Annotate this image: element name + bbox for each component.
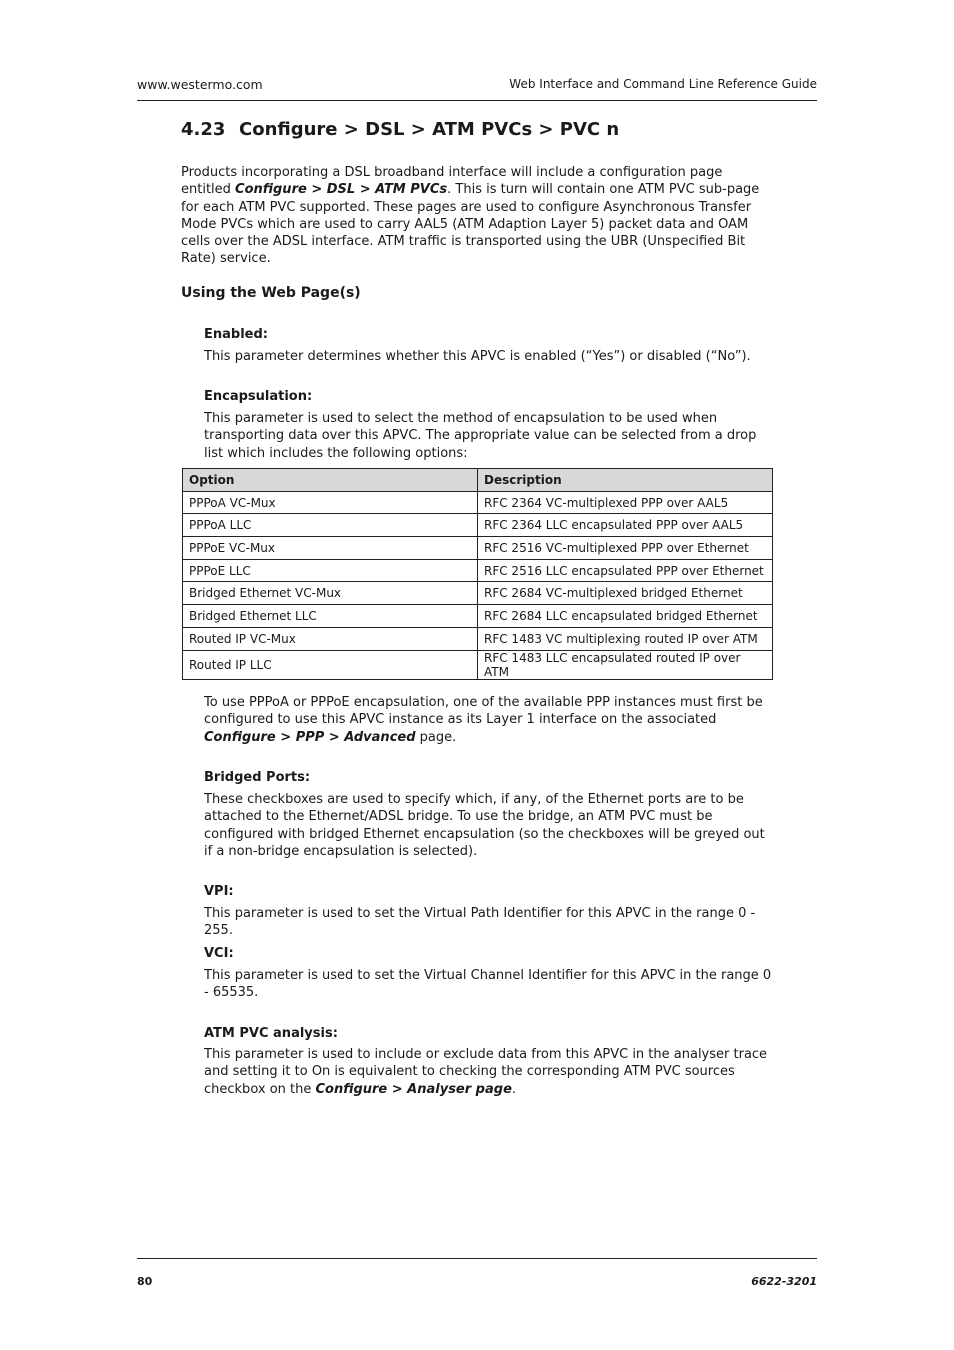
document-number: 6622-3201 [751, 1275, 817, 1288]
note-text-2: page. [415, 729, 457, 745]
description-cell: RFC 2684 VC-multiplexed bridged Ethernet [478, 582, 773, 605]
atm-pvc-analysis-label: ATM PVC analysis: [204, 1026, 338, 1041]
intro-text-2: . This is turn will contain one ATM PVC sub-page for each ATM PVC supported. These pages are used to configure Asynchronous Transfer Mode PVCs which are used to carry AAL5 (ATM Adaption Layer 5) packet data and OAM cells over the ADSL interface. ATM traffic is transported using the UBR (Unspecified Bit Rate) service. [181, 182, 760, 267]
description-cell: RFC 2516 VC-multiplexed PPP over Ethernet [478, 537, 773, 560]
analysis-text-1: This parameter is used to include or exclude data from this APVC in the analyser trace and setting it to On is equivalent to checking the corresponding ATM PVC sources checkbox on the [204, 1047, 768, 1097]
enabled-label: Enabled: [204, 327, 268, 342]
section-title: Configure > DSL > ATM PVCs > PVC n [239, 119, 620, 140]
vpi-label: VPI: [204, 884, 234, 899]
table-row [183, 582, 773, 605]
table-row [183, 559, 773, 582]
option-cell: PPPoE LLC [183, 559, 478, 582]
intro-text-1: Products incorporating a DSL broadband interface will include a configuration page entitled [181, 165, 723, 198]
option-cell: PPPoA VC-Mux [183, 491, 478, 514]
encapsulation-description: This parameter is used to select the method of encapsulation to be used when transporting data over this APVC. The appropriate value can be selected from a drop list which includes the following options: [204, 411, 757, 461]
atm-pvc-analysis-description [204, 1046, 774, 1098]
description-cell: RFC 2684 LLC encapsulated bridged Ethernet [478, 605, 773, 628]
note-menu-path: Configure > PPP > Advanced [204, 729, 416, 745]
table-row [183, 514, 773, 537]
description-cell: RFC 2364 VC-multiplexed PPP over AAL5 [478, 491, 773, 514]
table-row [183, 491, 773, 514]
option-cell: PPPoE VC-Mux [183, 537, 478, 560]
vci-label: VCI: [204, 946, 234, 961]
analysis-menu-path: Configure > Analyser page [315, 1081, 512, 1097]
section-heading [181, 119, 619, 140]
column-header-description: Description [478, 469, 773, 492]
using-web-pages-heading: Using the Web Page(s) [181, 285, 361, 301]
option-cell: PPPoA LLC [183, 514, 478, 537]
header-website: www.westermo.com [137, 77, 263, 92]
description-cell: RFC 1483 LLC encapsulated routed IP over ATM [478, 650, 773, 679]
section-number: 4.23 [181, 119, 226, 140]
ppp-encapsulation-note [204, 694, 774, 746]
enabled-description: This parameter determines whether this APVC is enabled (“Yes”) or disabled (“No”). [204, 349, 751, 364]
note-text-1: To use PPPoA or PPPoE encapsulation, one of the available PPP instances must first be configured to use this APVC instance as its Layer 1 interface on the associated [204, 695, 763, 728]
vpi-description: This parameter is used to set the Virtual Path Identifier for this APVC in the range 0 - 255. [204, 906, 756, 939]
option-cell: Routed IP VC-Mux [183, 627, 478, 650]
table-row [183, 605, 773, 628]
bridged-ports-label: Bridged Ports: [204, 770, 311, 785]
bridged-ports-description: These checkboxes are used to specify which, if any, of the Ethernet ports are to be attached to the Ethernet/ADSL bridge. To use the bridge, an ATM PVC must be configured with bridged Ethernet encapsulation (so the checkboxes will be greyed out if a non-bridge encapsulation is selected). [204, 792, 765, 859]
intro-paragraph [181, 164, 776, 268]
column-header-option: Option [183, 469, 478, 492]
option-cell: Bridged Ethernet LLC [183, 605, 478, 628]
vci-description: This parameter is used to set the Virtual Channel Identifier for this APVC in the range 0 - 65535. [204, 968, 772, 1001]
description-cell: RFC 2516 LLC encapsulated PPP over Ethernet [478, 559, 773, 582]
description-cell: RFC 1483 VC multiplexing routed IP over ATM [478, 627, 773, 650]
table-row [183, 627, 773, 650]
footer-divider [137, 1258, 817, 1259]
table-header-row [183, 469, 773, 492]
table-row [183, 537, 773, 560]
description-cell: RFC 2364 LLC encapsulated PPP over AAL5 [478, 514, 773, 537]
header-guide-title: Web Interface and Command Line Reference Guide [509, 77, 817, 91]
encapsulation-label: Encapsulation: [204, 389, 313, 404]
option-cell: Bridged Ethernet VC-Mux [183, 582, 478, 605]
encapsulation-options-table [182, 468, 773, 680]
page-number: 80 [137, 1275, 153, 1288]
header-divider [137, 100, 817, 101]
analysis-text-2: . [511, 1081, 517, 1097]
option-cell: Routed IP LLC [183, 650, 478, 679]
table-row [183, 650, 773, 679]
intro-menu-path: Configure > DSL > ATM PVCs [235, 182, 448, 198]
